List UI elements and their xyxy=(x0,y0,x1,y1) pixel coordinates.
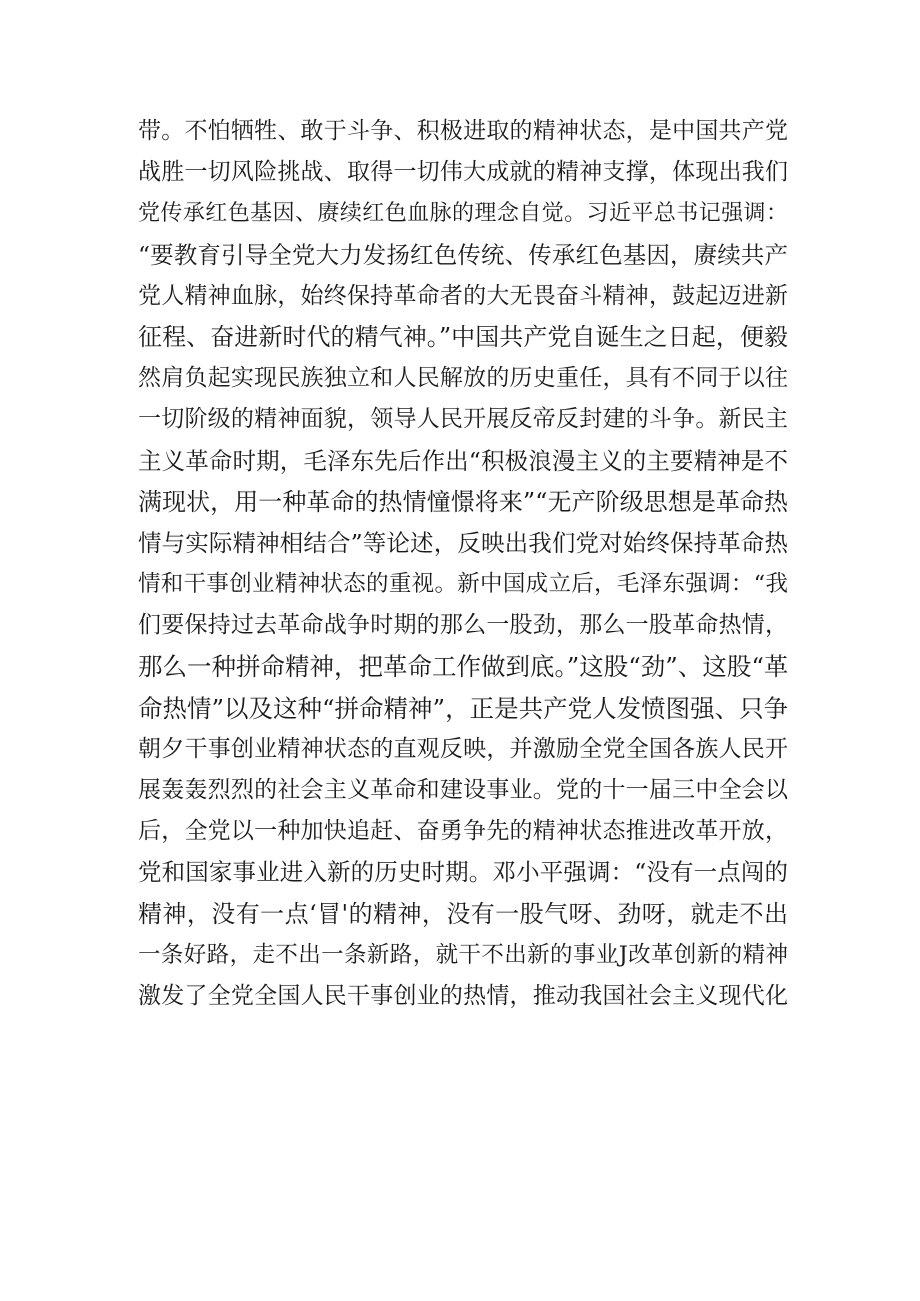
text-line: 朝夕干事创业精神状态的直观反映，并激励全党全国各族人民开 xyxy=(138,735,788,762)
text-line: 满现状，用一种革命的热情憧憬将来”“无产阶级思想是革命热 xyxy=(138,487,788,516)
text-line: 党传承红色基因、赓续红色血脉的理念自觉。习近平总书记强调： xyxy=(138,201,788,227)
text-line: 带。不怕牺牲、敢于斗争、积极进取的精神状态，是中国共产党 xyxy=(138,118,788,144)
text-line: 一切阶级的精神面貌，领导人民开展反帝反封建的斗争。新民主 xyxy=(138,406,788,433)
text-line: “要教育引导全党大力发扬红色传统、传承红色基因，赓续共产 xyxy=(138,240,788,269)
text-line: 一条好路，走不出一条新路，就干不出新的事业J改革创新的精神 xyxy=(138,941,788,968)
text-line: 然肩负起实现民族独立和人民解放的历史重任，具有不同于以往 xyxy=(138,365,788,392)
text-line: 后，全党以一种加快追赶、奋勇争先的精神状态推进改革开放， xyxy=(138,818,788,845)
text-line: 命热情”以及这种“拼命精神”，正是共产党人发愤图强、只争 xyxy=(138,693,788,723)
text-line: 精神，没有一点‘冒'的精神，没有一股气呀、劲呀，就走不出 xyxy=(138,899,788,928)
text-line: 那么一种拼命精神，把革命工作做到底。”这股“劲”、这股“革 xyxy=(138,652,788,682)
text-line: 激发了全党全国人民干事创业的热情，推动我国社会主义现代化 xyxy=(138,982,788,1009)
text-line: 情与实际精神相结合”等论述，反映出我们党对始终保持革命热 xyxy=(138,528,788,557)
text-line: 们要保持过去革命战争时期的那么一股劲，那么一股革命热情， xyxy=(138,612,788,639)
text-line: 党和国家事业进入新的历史时期。邓小平强调：“没有一点闯的 xyxy=(138,858,788,887)
text-line: 主义革命时期，毛泽东先后作出“积极浪漫主义的主要精神是不 xyxy=(138,446,788,475)
text-line: 展轰轰烈烈的社会主义革命和建设事业。党的十一届三中全会以 xyxy=(138,777,788,803)
body-text xyxy=(138,111,788,1017)
text-line: 情和干事创业精神状态的重视。新中国成立后，毛泽东强调：“我 xyxy=(138,571,788,598)
text-line: 战胜一切风险挑战、取得一切伟大成就的精神支撑，体现出我们 xyxy=(138,159,788,186)
text-line: 征程、奋进新时代的精气神。”中国共产党自诞生之日起，便毅 xyxy=(138,322,788,351)
text-line: 党人精神血脉，始终保持革命者的大无畏奋斗精神，鼓起迈进新 xyxy=(138,282,788,309)
